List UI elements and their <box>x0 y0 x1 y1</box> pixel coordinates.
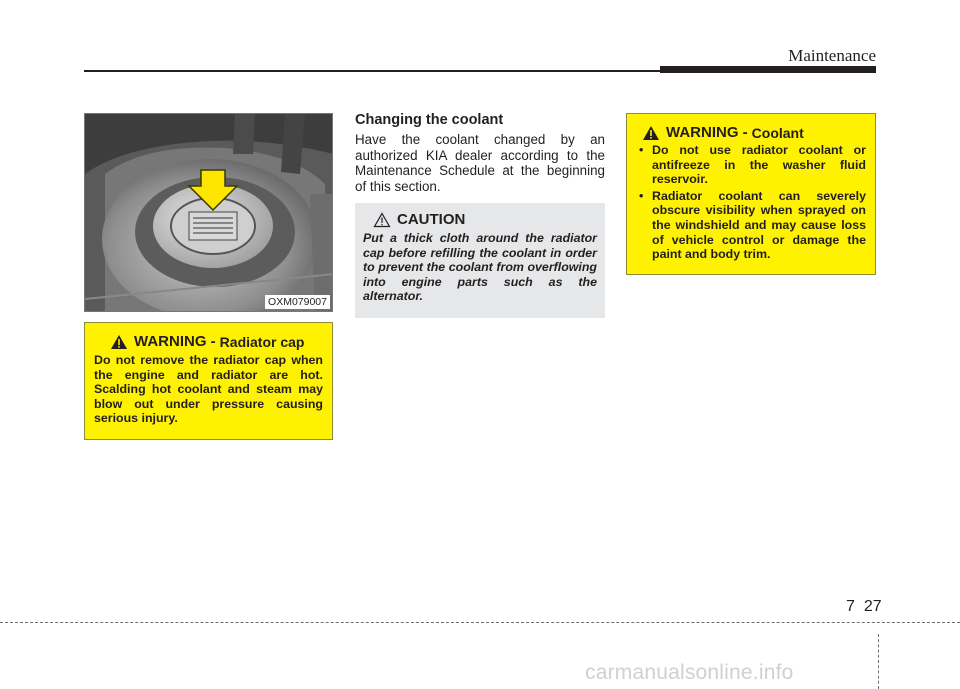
caution-triangle-icon <box>373 212 391 228</box>
header-section-title: Maintenance <box>788 46 876 65</box>
warning-lead: WARNING - <box>666 124 748 141</box>
footer-rule <box>0 622 960 623</box>
radiator-cap-illustration <box>85 114 333 312</box>
warning-radiator-cap-box <box>84 322 333 440</box>
caution-label: CAUTION <box>397 211 466 228</box>
caution-text: Put a thick cloth around the radiator cap before refilling the coolant in order to prevent the coolant from overflowing into engine parts such as the alternator. <box>363 231 597 304</box>
caution-box <box>355 203 605 318</box>
section-body: Have the coolant changed by an authorized KIA dealer according to the Maintenance Schedule at the beginning of this section. <box>355 132 605 194</box>
list-item: • Do not use radiator coolant or antifreeze in the washer fluid reservoir. <box>639 143 866 187</box>
warning-radiator-text: Do not remove the radiator cap when the engine and radiator are hot. Scalding hot coolant and steam may blow out under pressure causing serious injury. <box>94 353 323 426</box>
footer-divider <box>878 634 879 689</box>
warning-lead: WARNING - <box>134 333 216 350</box>
figure-caption: OXM079007 <box>265 295 330 309</box>
warning-topic: Radiator cap <box>219 333 305 350</box>
header-rule-thick <box>660 66 876 73</box>
warning-coolant-title <box>642 124 866 141</box>
watermark: carmanualsonline.info <box>585 661 794 684</box>
warning-triangle-icon <box>110 334 128 350</box>
section-heading: Changing the coolant <box>355 112 504 128</box>
page-number <box>846 598 882 616</box>
page-number-value: 27 <box>863 598 882 615</box>
list-item: • Radiator coolant can severely obscure visibility when sprayed on the windshield and may cause loss of vehicle control or damage the paint and body trim. <box>639 188 866 262</box>
chapter-number: 7 <box>846 598 855 615</box>
caution-title <box>373 211 597 228</box>
warning-radiator-title <box>110 333 323 350</box>
warning-coolant-list <box>636 143 866 262</box>
warning-triangle-icon <box>642 125 660 141</box>
engine-photo <box>84 113 333 312</box>
warning-topic: Coolant <box>751 124 804 141</box>
warning-coolant-box <box>626 113 876 275</box>
